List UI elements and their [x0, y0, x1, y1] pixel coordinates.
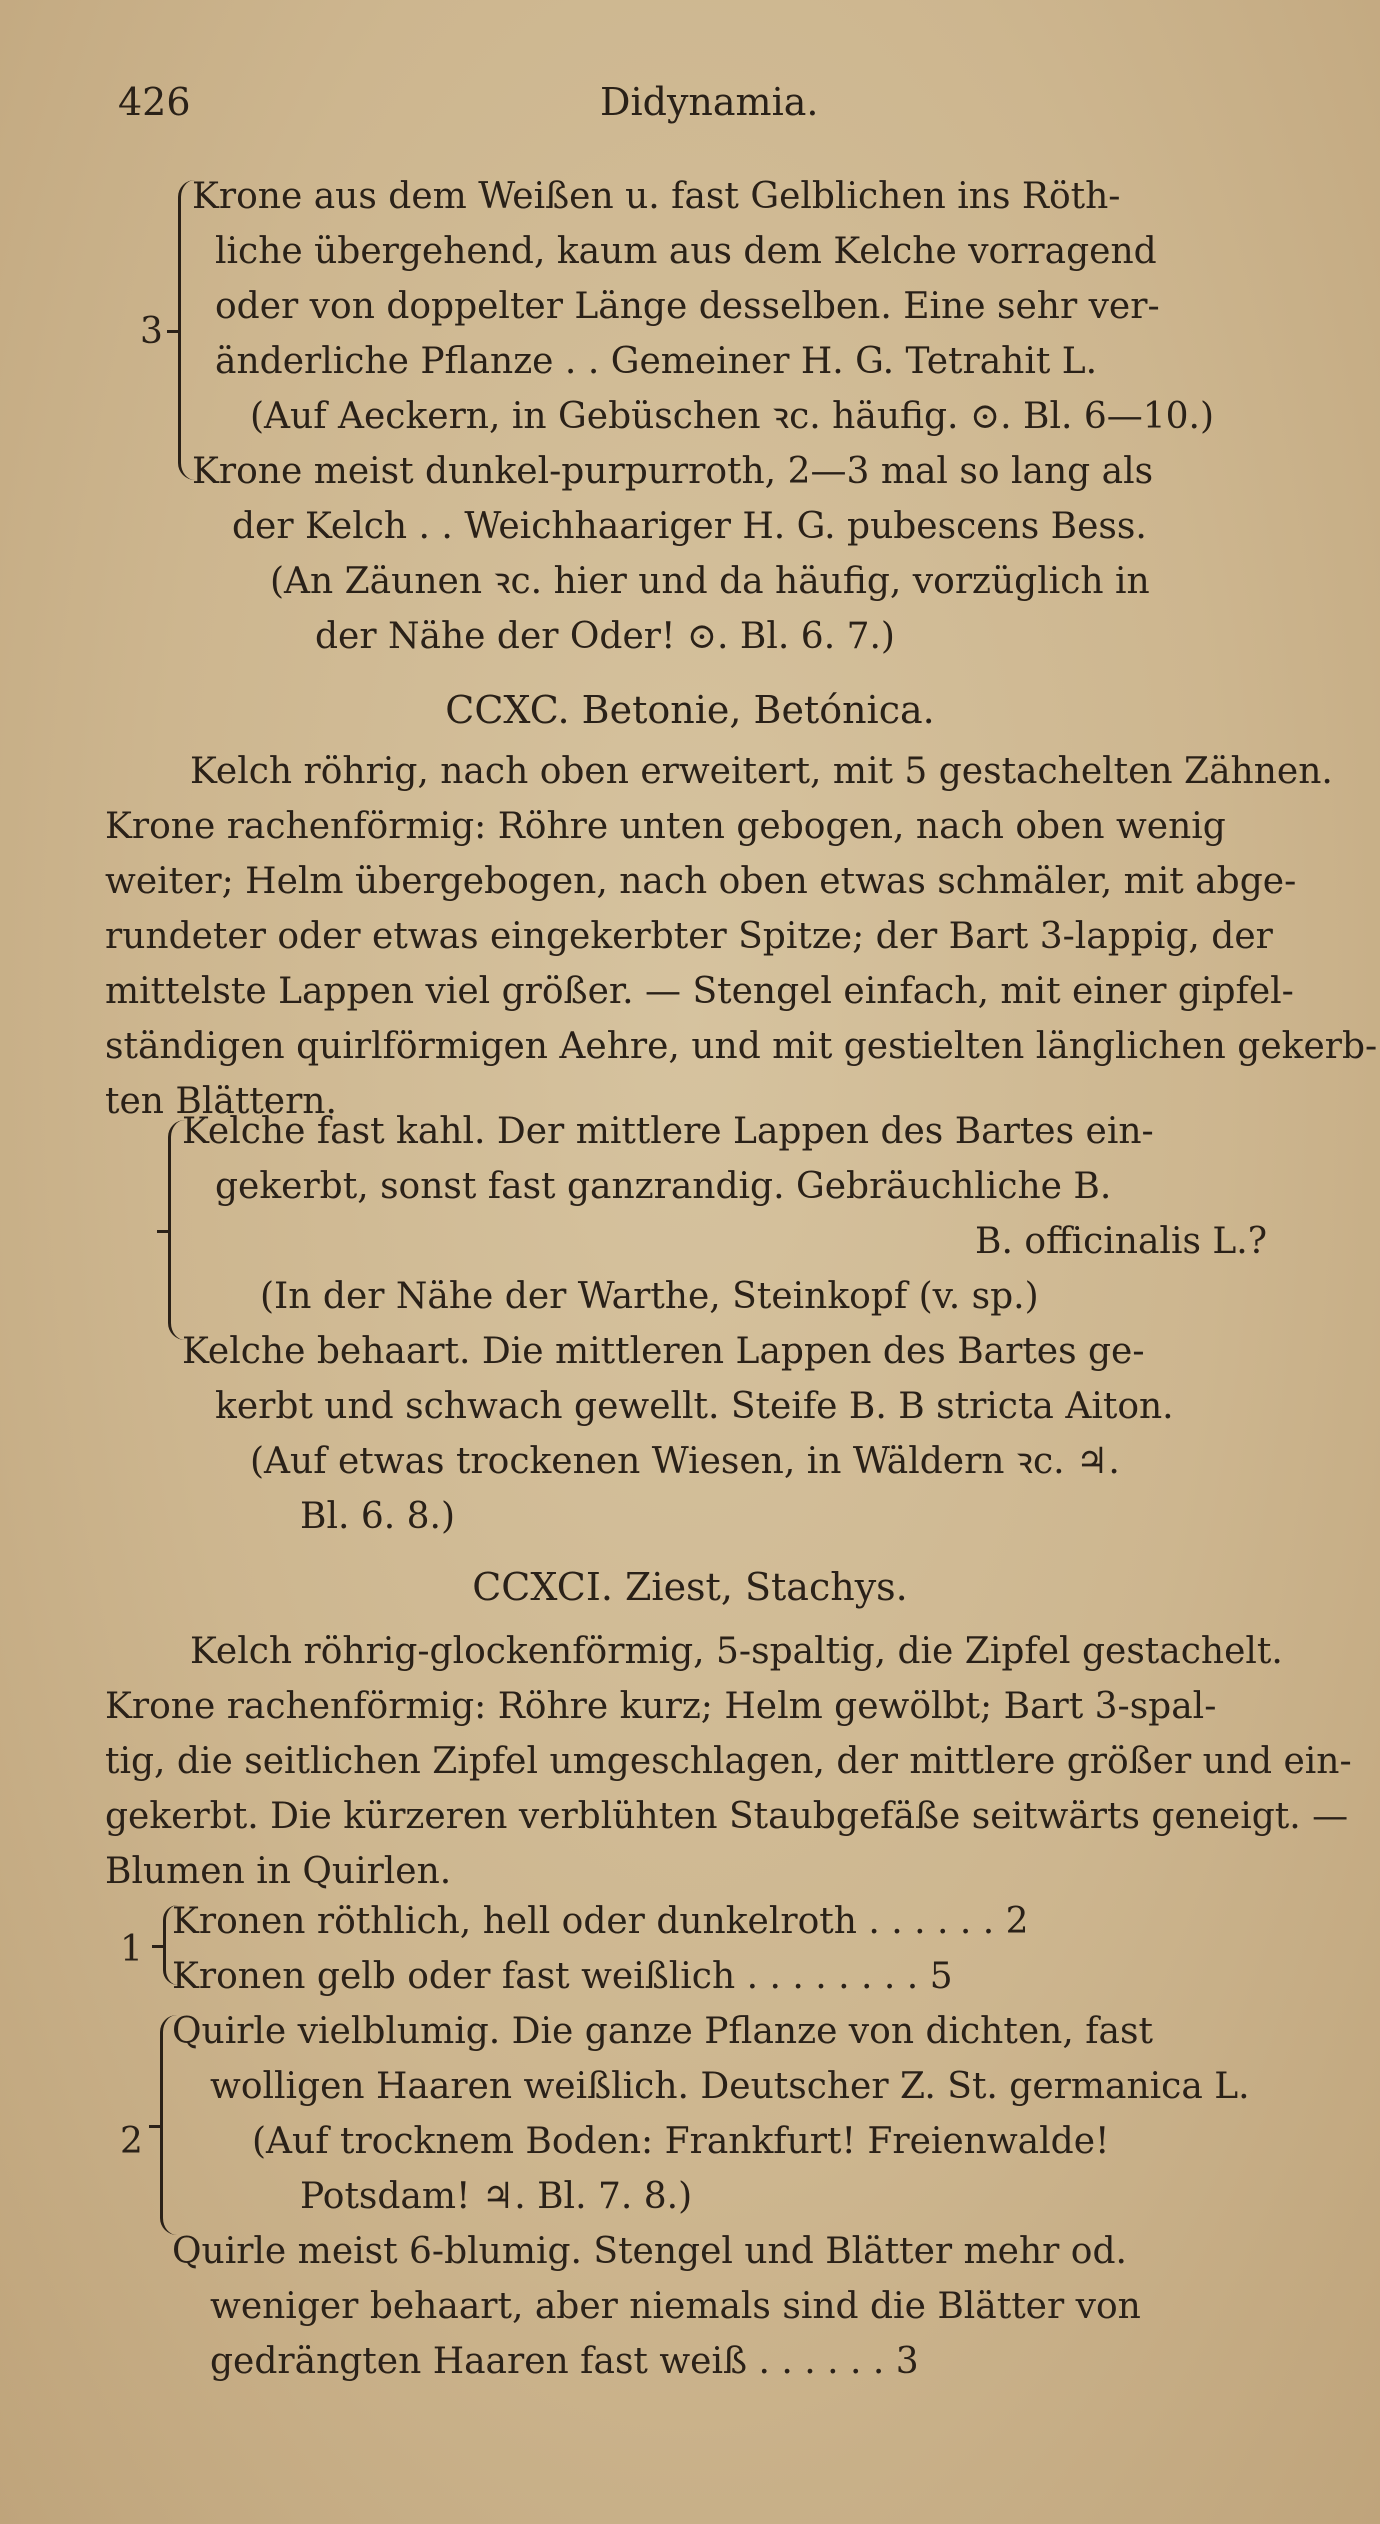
description-line: gekerbt. Die kürzeren verblühten Staubgefäße seitwärts geneigt. — [105, 1796, 1349, 1837]
text-line: liche übergehend, kaum aus dem Kelche vorragend [215, 231, 1157, 272]
key-line: Kronen gelb oder fast weißlich . . . . . . . . 5 [172, 1956, 953, 1997]
description-line: rundeter oder etwas eingekerbter Spitze; der Bart 3-lappig, der [105, 916, 1273, 957]
key-line: Potsdam! ♃. Bl. 7. 8.) [300, 2176, 693, 2217]
key-line: B. officinalis L.? [975, 1221, 1268, 1262]
key-line: (Auf trocknem Boden: Frankfurt! Freienwalde! [252, 2121, 1110, 2162]
key-line: Kelche behaart. Die mittleren Lappen des Bartes ge- [182, 1331, 1145, 1372]
description-line: Krone rachenförmig: Röhre kurz; Helm gewölbt; Bart 3-spal- [105, 1686, 1217, 1727]
description-line: tig, die seitlichen Zipfel umgeschlagen, der mittlere größer und ein- [105, 1741, 1352, 1782]
description-line: weiter; Helm übergebogen, nach oben etwas schmäler, mit abge- [105, 861, 1297, 902]
text-line: Krone aus dem Weißen u. fast Gelblichen ins Röth- [192, 176, 1121, 217]
key-line: gedrängten Haaren fast weiß . . . . . . 3 [210, 2341, 919, 2382]
key-line: Kelche fast kahl. Der mittlere Lappen des Bartes ein- [182, 1111, 1154, 1152]
text-line: der Kelch . . Weichhaariger H. G. pubescens Bess. [232, 506, 1147, 547]
key-line: Kronen röthlich, hell oder dunkelroth . . . . . . 2 [172, 1901, 1029, 1942]
page-number: 426 [118, 80, 191, 124]
key-line: Quirle vielblumig. Die ganze Pflanze von dichten, fast [172, 2011, 1153, 2052]
key-number-3: 3 [140, 311, 163, 352]
key-line: Quirle meist 6-blumig. Stengel und Blätter mehr od. [172, 2231, 1127, 2272]
key-line: (In der Nähe der Warthe, Steinkopf (v. sp.) [260, 1276, 1039, 1317]
running-title: Didynamia. [600, 80, 819, 124]
key-brace-3 [178, 180, 195, 480]
key-line: (Auf etwas trockenen Wiesen, in Wäldern ꝛc. ♃. [250, 1441, 1120, 1482]
description-line: ständigen quirlförmigen Aehre, und mit gestielten länglichen gekerb- [105, 1026, 1378, 1067]
text-line: oder von doppelter Länge desselben. Eine sehr ver- [215, 286, 1160, 327]
text-line: der Nähe der Oder! ⊙. Bl. 6. 7.) [315, 616, 895, 657]
description-line: mittelste Lappen viel größer. — Stengel einfach, mit einer gipfel- [105, 971, 1294, 1012]
description-line: ten Blättern. [105, 1081, 337, 1122]
section-heading-betonica: CCXC. Betonie, Betónica. [445, 688, 935, 732]
description-line: Blumen in Quirlen. [105, 1851, 452, 1892]
key-number-1: 1 [120, 1929, 143, 1970]
text-line: (Auf Aeckern, in Gebüschen ꝛc. häufig. ⊙. Bl. 6—10.) [250, 396, 1215, 437]
key-line: gekerbt, sonst fast ganzrandig. Gebräuchliche B. [215, 1166, 1112, 1207]
key-line: kerbt und schwach gewellt. Steife B. B stricta Aiton. [215, 1386, 1174, 1427]
text-line: Krone meist dunkel-purpurroth, 2—3 mal so lang als [192, 451, 1154, 492]
key-line: weniger behaart, aber niemals sind die Blätter von [210, 2286, 1141, 2327]
key-line: wolligen Haaren weißlich. Deutscher Z. St. germanica L. [210, 2066, 1250, 2107]
text-line: (An Zäunen ꝛc. hier und da häufig, vorzüglich in [270, 561, 1150, 602]
description-line: Kelch röhrig-glockenförmig, 5-spaltig, die Zipfel gestachelt. [190, 1631, 1283, 1672]
key-line: Bl. 6. 8.) [300, 1496, 456, 1537]
key-number-2: 2 [120, 2121, 143, 2162]
description-line: Krone rachenförmig: Röhre unten gebogen, nach oben wenig [105, 806, 1226, 847]
section-heading-stachys: CCXCI. Ziest, Stachys. [472, 1565, 908, 1609]
text-line: änderliche Pflanze . . Gemeiner H. G. Tetrahit L. [215, 341, 1098, 382]
description-line: Kelch röhrig, nach oben erweitert, mit 5 gestachelten Zähnen. [190, 751, 1333, 792]
